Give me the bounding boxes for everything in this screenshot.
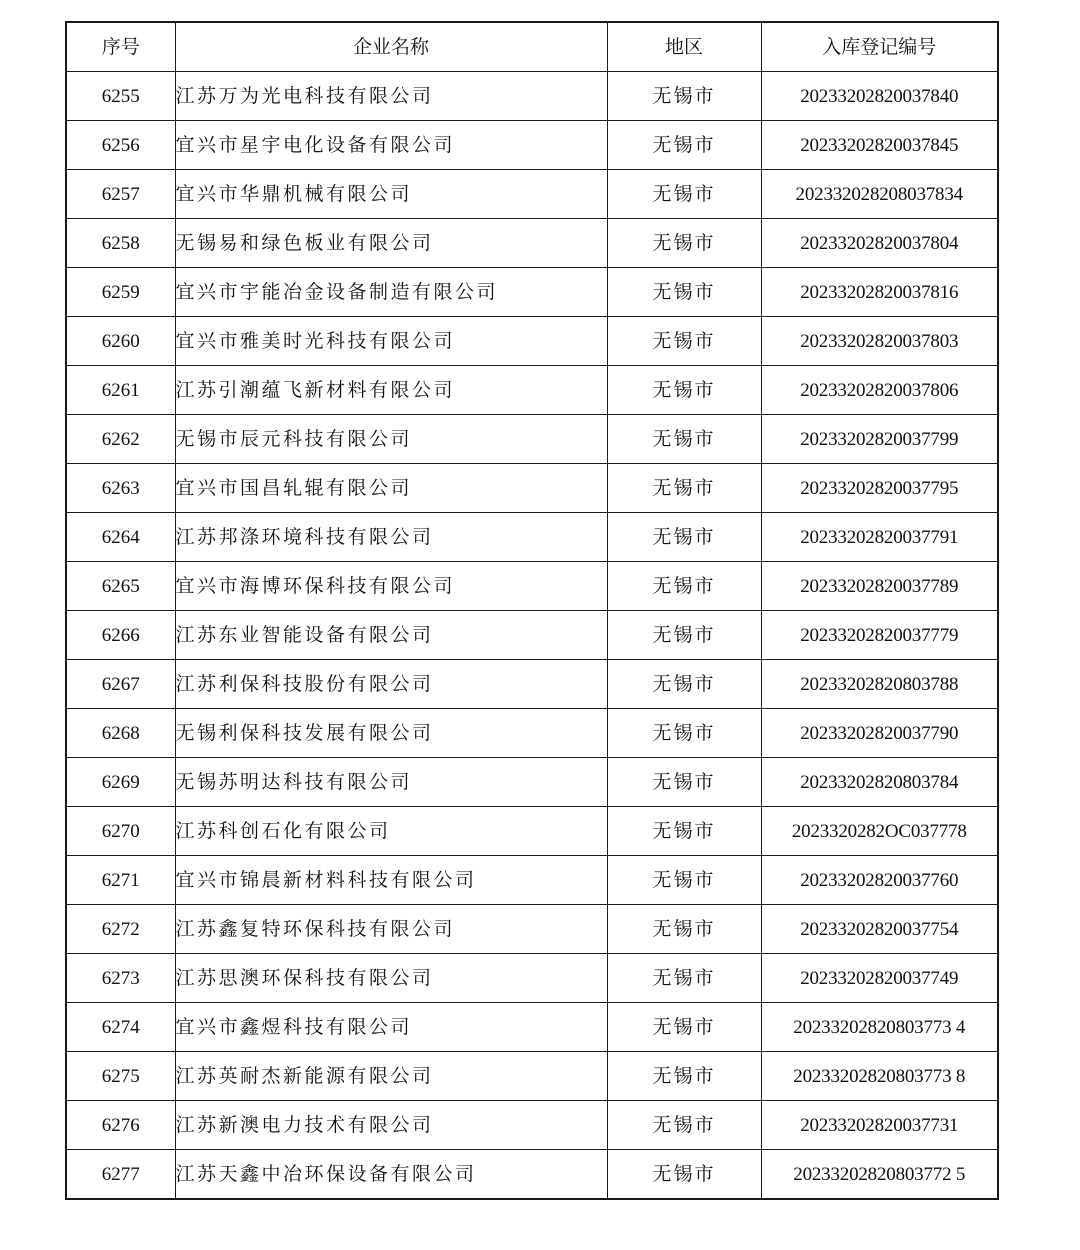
- cell-seq: 6268: [66, 709, 175, 758]
- cell-registration-code: 20233202820803773 8: [761, 1052, 998, 1101]
- cell-region: 无锡市: [607, 121, 761, 170]
- cell-region: 无锡市: [607, 856, 761, 905]
- cell-registration-code: 20233202820037804: [761, 219, 998, 268]
- table-body: [66, 72, 998, 1200]
- cell-seq: 6260: [66, 317, 175, 366]
- header-region: 地区: [607, 22, 761, 72]
- header-row: [66, 22, 998, 72]
- table-row: [66, 366, 998, 415]
- cell-region: 无锡市: [607, 611, 761, 660]
- cell-company-name: 江苏新澳电力技术有限公司: [175, 1101, 607, 1150]
- cell-registration-code: 20233202820803773 4: [761, 1003, 998, 1052]
- cell-company-name: 宜兴市华鼎机械有限公司: [175, 170, 607, 219]
- cell-seq: 6263: [66, 464, 175, 513]
- cell-registration-code: 20233202820037789: [761, 562, 998, 611]
- cell-registration-code: 20233202820037760: [761, 856, 998, 905]
- cell-seq: 6267: [66, 660, 175, 709]
- cell-company-name: 江苏天鑫中冶环保设备有限公司: [175, 1150, 607, 1200]
- cell-region: 无锡市: [607, 366, 761, 415]
- cell-registration-code: 20233202820037754: [761, 905, 998, 954]
- cell-seq: 6273: [66, 954, 175, 1003]
- cell-region: 无锡市: [607, 758, 761, 807]
- table-row: [66, 219, 998, 268]
- cell-region: 无锡市: [607, 905, 761, 954]
- cell-registration-code: 20233202820037845: [761, 121, 998, 170]
- cell-company-name: 江苏万为光电科技有限公司: [175, 72, 607, 121]
- cell-registration-code: 20233202820037795: [761, 464, 998, 513]
- table-row: [66, 170, 998, 219]
- cell-region: 无锡市: [607, 807, 761, 856]
- cell-registration-code: 20233202820037799: [761, 415, 998, 464]
- cell-company-name: 无锡市辰元科技有限公司: [175, 415, 607, 464]
- cell-seq: 6257: [66, 170, 175, 219]
- table-row: [66, 268, 998, 317]
- cell-region: 无锡市: [607, 464, 761, 513]
- cell-company-name: 宜兴市海博环保科技有限公司: [175, 562, 607, 611]
- table-row: [66, 1101, 998, 1150]
- cell-company-name: 江苏思澳环保科技有限公司: [175, 954, 607, 1003]
- cell-registration-code: 20233202820037803: [761, 317, 998, 366]
- cell-seq: 6270: [66, 807, 175, 856]
- cell-company-name: 宜兴市雅美时光科技有限公司: [175, 317, 607, 366]
- enterprise-registry-sheet: [65, 21, 997, 1200]
- cell-region: 无锡市: [607, 317, 761, 366]
- cell-registration-code: 202332028208037834: [761, 170, 998, 219]
- table-row: [66, 954, 998, 1003]
- cell-company-name: 宜兴市锦晨新材料科技有限公司: [175, 856, 607, 905]
- cell-registration-code: 20233202820037840: [761, 72, 998, 121]
- cell-seq: 6276: [66, 1101, 175, 1150]
- cell-seq: 6256: [66, 121, 175, 170]
- table-row: [66, 905, 998, 954]
- cell-region: 无锡市: [607, 268, 761, 317]
- cell-company-name: 宜兴市鑫煜科技有限公司: [175, 1003, 607, 1052]
- cell-company-name: 江苏利保科技股份有限公司: [175, 660, 607, 709]
- cell-company-name: 江苏引潮蕴飞新材料有限公司: [175, 366, 607, 415]
- table-row: [66, 1003, 998, 1052]
- cell-seq: 6271: [66, 856, 175, 905]
- table-row: [66, 121, 998, 170]
- cell-region: 无锡市: [607, 954, 761, 1003]
- cell-company-name: 无锡苏明达科技有限公司: [175, 758, 607, 807]
- table-row: [66, 317, 998, 366]
- table-row: [66, 856, 998, 905]
- cell-region: 无锡市: [607, 1150, 761, 1200]
- cell-region: 无锡市: [607, 562, 761, 611]
- cell-company-name: 无锡易和绿色板业有限公司: [175, 219, 607, 268]
- cell-region: 无锡市: [607, 415, 761, 464]
- cell-registration-code: 20233202820037816: [761, 268, 998, 317]
- cell-seq: 6266: [66, 611, 175, 660]
- cell-company-name: 江苏科创石化有限公司: [175, 807, 607, 856]
- cell-company-name: 宜兴市宇能冶金设备制造有限公司: [175, 268, 607, 317]
- cell-registration-code: 20233202820037806: [761, 366, 998, 415]
- cell-company-name: 江苏东业智能设备有限公司: [175, 611, 607, 660]
- table-row: [66, 72, 998, 121]
- header-seq: 序号: [66, 22, 175, 72]
- table-header: [66, 22, 998, 72]
- cell-registration-code: 20233202820037791: [761, 513, 998, 562]
- cell-seq: 6272: [66, 905, 175, 954]
- cell-seq: 6275: [66, 1052, 175, 1101]
- header-registration-code: 入库登记编号: [761, 22, 998, 72]
- table-row: [66, 758, 998, 807]
- cell-registration-code: 20233202820803788: [761, 660, 998, 709]
- cell-region: 无锡市: [607, 170, 761, 219]
- table-row: [66, 611, 998, 660]
- cell-company-name: 江苏鑫复特环保科技有限公司: [175, 905, 607, 954]
- cell-region: 无锡市: [607, 709, 761, 758]
- table-row: [66, 709, 998, 758]
- table-row: [66, 807, 998, 856]
- cell-region: 无锡市: [607, 660, 761, 709]
- cell-region: 无锡市: [607, 513, 761, 562]
- table-row: [66, 464, 998, 513]
- cell-region: 无锡市: [607, 219, 761, 268]
- table-row: [66, 562, 998, 611]
- cell-seq: 6277: [66, 1150, 175, 1200]
- cell-registration-code: 2023320282OC037778: [761, 807, 998, 856]
- table-row: [66, 513, 998, 562]
- cell-seq: 6258: [66, 219, 175, 268]
- cell-seq: 6259: [66, 268, 175, 317]
- cell-seq: 6269: [66, 758, 175, 807]
- cell-registration-code: 20233202820037790: [761, 709, 998, 758]
- cell-region: 无锡市: [607, 1101, 761, 1150]
- cell-seq: 6262: [66, 415, 175, 464]
- cell-seq: 6264: [66, 513, 175, 562]
- cell-seq: 6274: [66, 1003, 175, 1052]
- enterprise-registry-table: [65, 21, 999, 1200]
- cell-registration-code: 20233202820037731: [761, 1101, 998, 1150]
- table-row: [66, 660, 998, 709]
- cell-region: 无锡市: [607, 1052, 761, 1101]
- table-row: [66, 415, 998, 464]
- cell-registration-code: 20233202820803772 5: [761, 1150, 998, 1200]
- cell-company-name: 宜兴市国昌轧辊有限公司: [175, 464, 607, 513]
- cell-company-name: 无锡利保科技发展有限公司: [175, 709, 607, 758]
- cell-registration-code: 20233202820803784: [761, 758, 998, 807]
- table-row: [66, 1052, 998, 1101]
- table-row: [66, 1150, 998, 1200]
- cell-registration-code: 20233202820037779: [761, 611, 998, 660]
- cell-company-name: 江苏邦涤环境科技有限公司: [175, 513, 607, 562]
- cell-seq: 6255: [66, 72, 175, 121]
- cell-seq: 6261: [66, 366, 175, 415]
- cell-company-name: 江苏英耐杰新能源有限公司: [175, 1052, 607, 1101]
- cell-region: 无锡市: [607, 72, 761, 121]
- cell-registration-code: 20233202820037749: [761, 954, 998, 1003]
- cell-region: 无锡市: [607, 1003, 761, 1052]
- header-company-name: 企业名称: [175, 22, 607, 72]
- cell-company-name: 宜兴市星宇电化设备有限公司: [175, 121, 607, 170]
- cell-seq: 6265: [66, 562, 175, 611]
